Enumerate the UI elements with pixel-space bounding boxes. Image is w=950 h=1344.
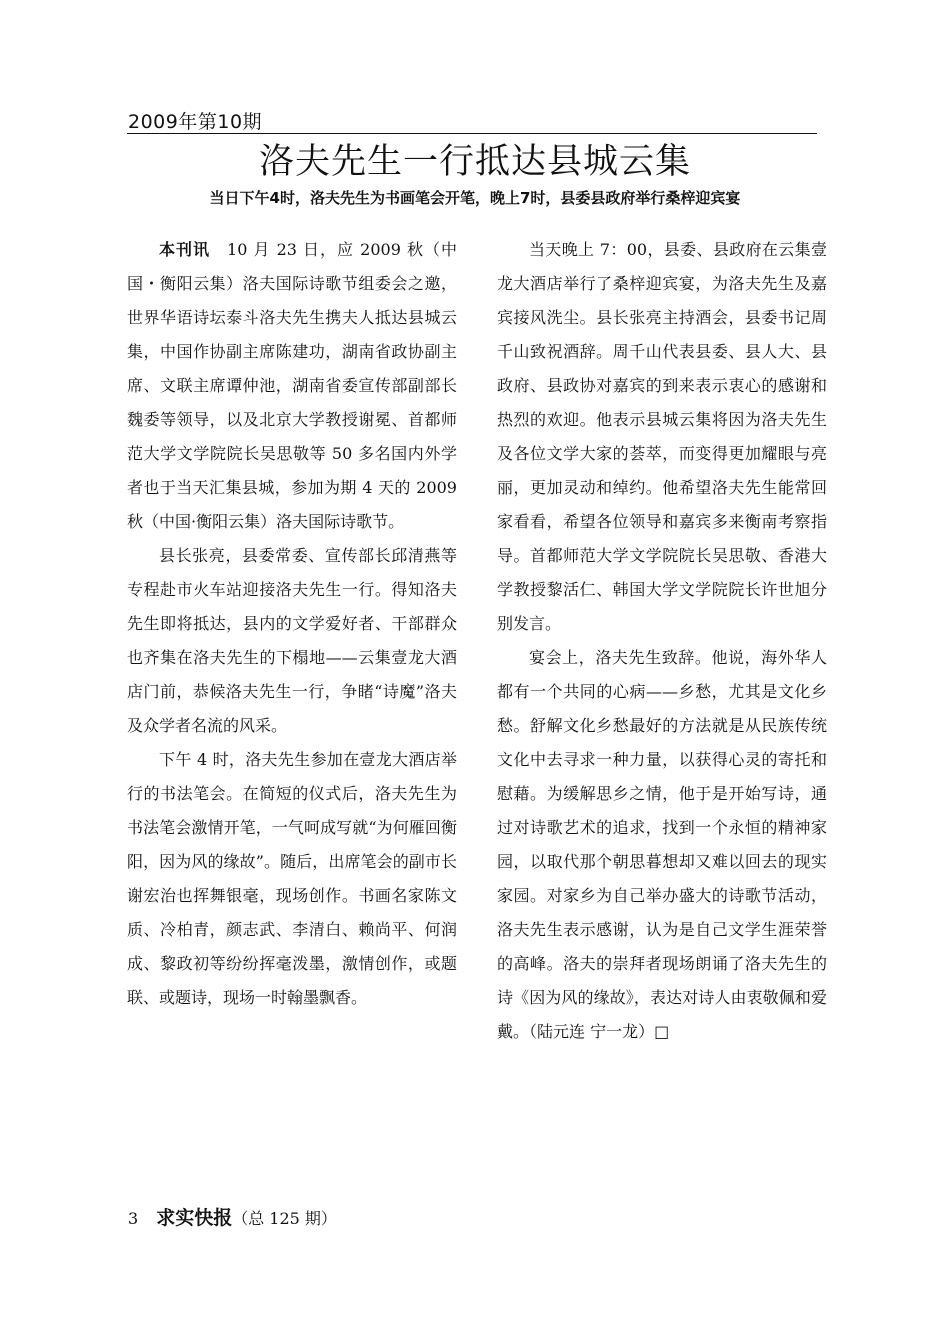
paragraph-3: 下午 4 时，洛夫先生参加在壹龙大酒店举行的书法笔会。在简短的仪式后，洛夫先生为书法笔会激情开笔，一气呵成写就“为何雁回衡阳，因为风的缘故”。随后，出席笔会的副市长谢宏治也挥舞银毫，现场创作。书画名家陈文质、冷柏青，颜志武、李清白、赖尚平、何润成、黎政初等纷纷挥毫泼墨，激情创作，或题联、或题诗，现场一时翰墨飘香。 [127,750,457,1007]
total-issue: （总 125 期） [232,1209,337,1228]
page-footer [128,1204,337,1233]
paragraph-4: 当天晚上 7：00，县委、县政府在云集壹龙大酒店举行了桑梓迎宾宴，为洛夫先生及嘉宾接风洗尘。县长张亮主持酒会，县委书记周千山致祝酒辞。周千山代表县委、县人大、县政府、县政协对嘉宾的到来表示衷心的感谢和热烈的欢迎。他表示县城云集将因为洛夫先生及各位文学大家的荟萃，而变得更加耀眼与亮丽，更加灵动和绰约。他希望洛夫先生能常回家看看，希望各位领导和嘉宾多来衡南考察指导。首都师范大学文学院院长吴思敬、香港大学教授黎活仁、韩国大学文学院院长许世旭分别发言。 [497,240,827,633]
paragraph-5: 宴会上，洛夫先生致辞。他说，海外华人都有一个共同的心病——乡愁，尤其是文化乡愁。舒解文化乡愁最好的方法就是从民族传统文化中去寻求一种力量，以获得心灵的寄托和慰藉。为缓解思乡之情，他于是开始写诗，通过对诗歌艺术的追求，找到一个永恒的精神家园，以取代那个朝思暮想却又难以回去的现实家园。对家乡为自己举办盛大的诗歌节活动，洛夫先生表示感谢，认为是自己文学生涯荣誉的高峰。洛夫的崇拜者现场朗诵了洛夫先生的诗《因为风的缘故》，表达对诗人由衷敬佩和爱戴。（陆元连 宁一龙）□ [497,648,827,1041]
article-title: 洛夫先生一行抵达县城云集 [258,142,691,182]
right-column [497,233,827,1049]
paragraph-1 [127,233,457,539]
left-column [127,233,457,1015]
article-subtitle: 当日下午4时，洛夫先生为书画笔会开笔，晚上7时，县委县政府举行桑梓迎宾宴 [209,189,741,207]
paragraph-2: 县长张亮，县委常委、宣传部长邱清燕等专程赴市火车站迎接洛夫先生一行。得知洛夫先生即将抵达，县内的文学爱好者、干部群众也齐集在洛夫先生的下榻地——云集壹龙大酒店门前，恭候洛夫先生一行，争睹“诗魔”洛夫及众学者名流的风采。 [127,546,457,735]
page-number: 3 [128,1209,139,1228]
paragraph-1-text: 10 月 23 日，应 2009 秋（中国・衡阳云集）洛夫国际诗歌节组委会之邀，世界华语诗坛泰斗洛夫先生携夫人抵达县城云集，中国作协副主席陈建功，湖南省政协副主席、文联主席谭仲池，湖南省委宣传部副部长魏委等领导，以及北京大学教授谢冕、首都师范大学文学院院长吴思敬等 50 多名国内外学者也于当天汇集县城，参加为期 4 天的 2009 秋（中国·衡阳云集）洛夫国际诗歌节。 [127,240,457,531]
header-rule [127,133,817,134]
lead-label: 本刊讯 [159,240,211,259]
issue-label: 2009年第10期 [128,111,263,133]
publication-name: 求实快报 [156,1207,233,1229]
